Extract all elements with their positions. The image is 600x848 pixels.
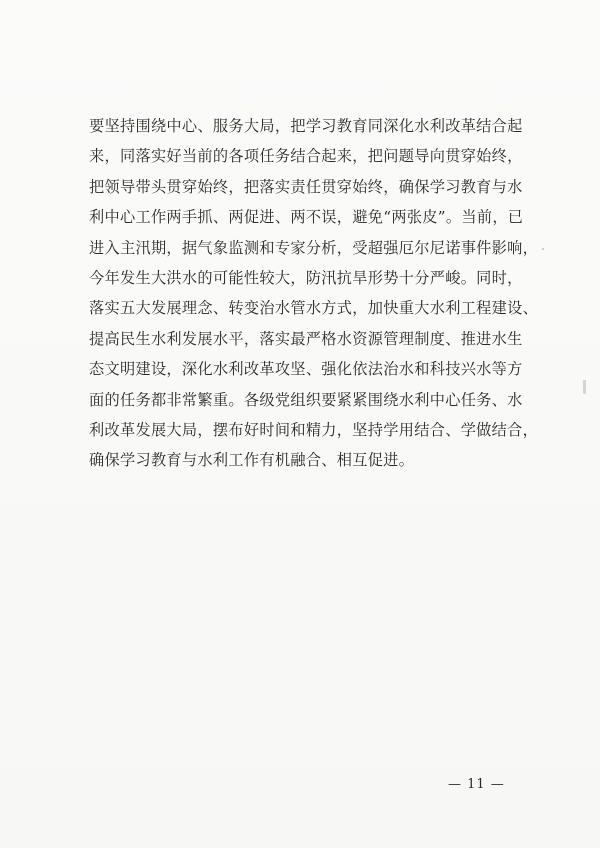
- paragraph-line: 落实五大发展理念、转变治水管水方式，加快重大水利工程建设、: [89, 299, 539, 318]
- page-number: — 11 —: [448, 777, 505, 792]
- paragraph-line: 今年发生大洪水的可能性较大，防汛抗旱形势十分严峻。同时，: [89, 268, 523, 287]
- body-paragraph: [89, 111, 539, 476]
- paragraph-line: 把领导带头贯穿始终，把落实责任贯穿始终，确保学习教育与水: [89, 177, 523, 196]
- paragraph-line: 来，同落实好当前的各项任务结合起来，把问题导向贯穿始终，: [89, 147, 523, 166]
- paragraph-line-last: 确保学习教育与水利工作有机融合、相互促进。: [89, 451, 415, 470]
- scan-speck: [542, 248, 544, 250]
- scan-speck: [583, 380, 586, 394]
- paragraph-line: 进入主汛期，据气象监测和专家分析，受超强厄尔尼诺事件影响，: [89, 238, 539, 257]
- paragraph-line: 面的任务都非常繁重。各级党组织要紧紧围绕水利中心任务、水: [89, 390, 523, 409]
- paragraph-line: 利中心工作两手抓、两促进、两不误，避免“两张皮”。当前，已: [89, 208, 524, 227]
- paragraph-line: 态文明建设，深化水利改革攻坚、强化依法治水和科技兴水等方: [89, 360, 523, 379]
- paragraph-line: 提高民生水利发展水平，落实最严格水资源管理制度、推进水生: [89, 329, 523, 348]
- paragraph-line: 要坚持围绕中心、服务大局，把学习教育同深化水利改革结合起: [89, 117, 523, 135]
- paragraph-line: 利改革发展大局，摆布好时间和精力，坚持学用结合、学做结合，: [89, 420, 539, 439]
